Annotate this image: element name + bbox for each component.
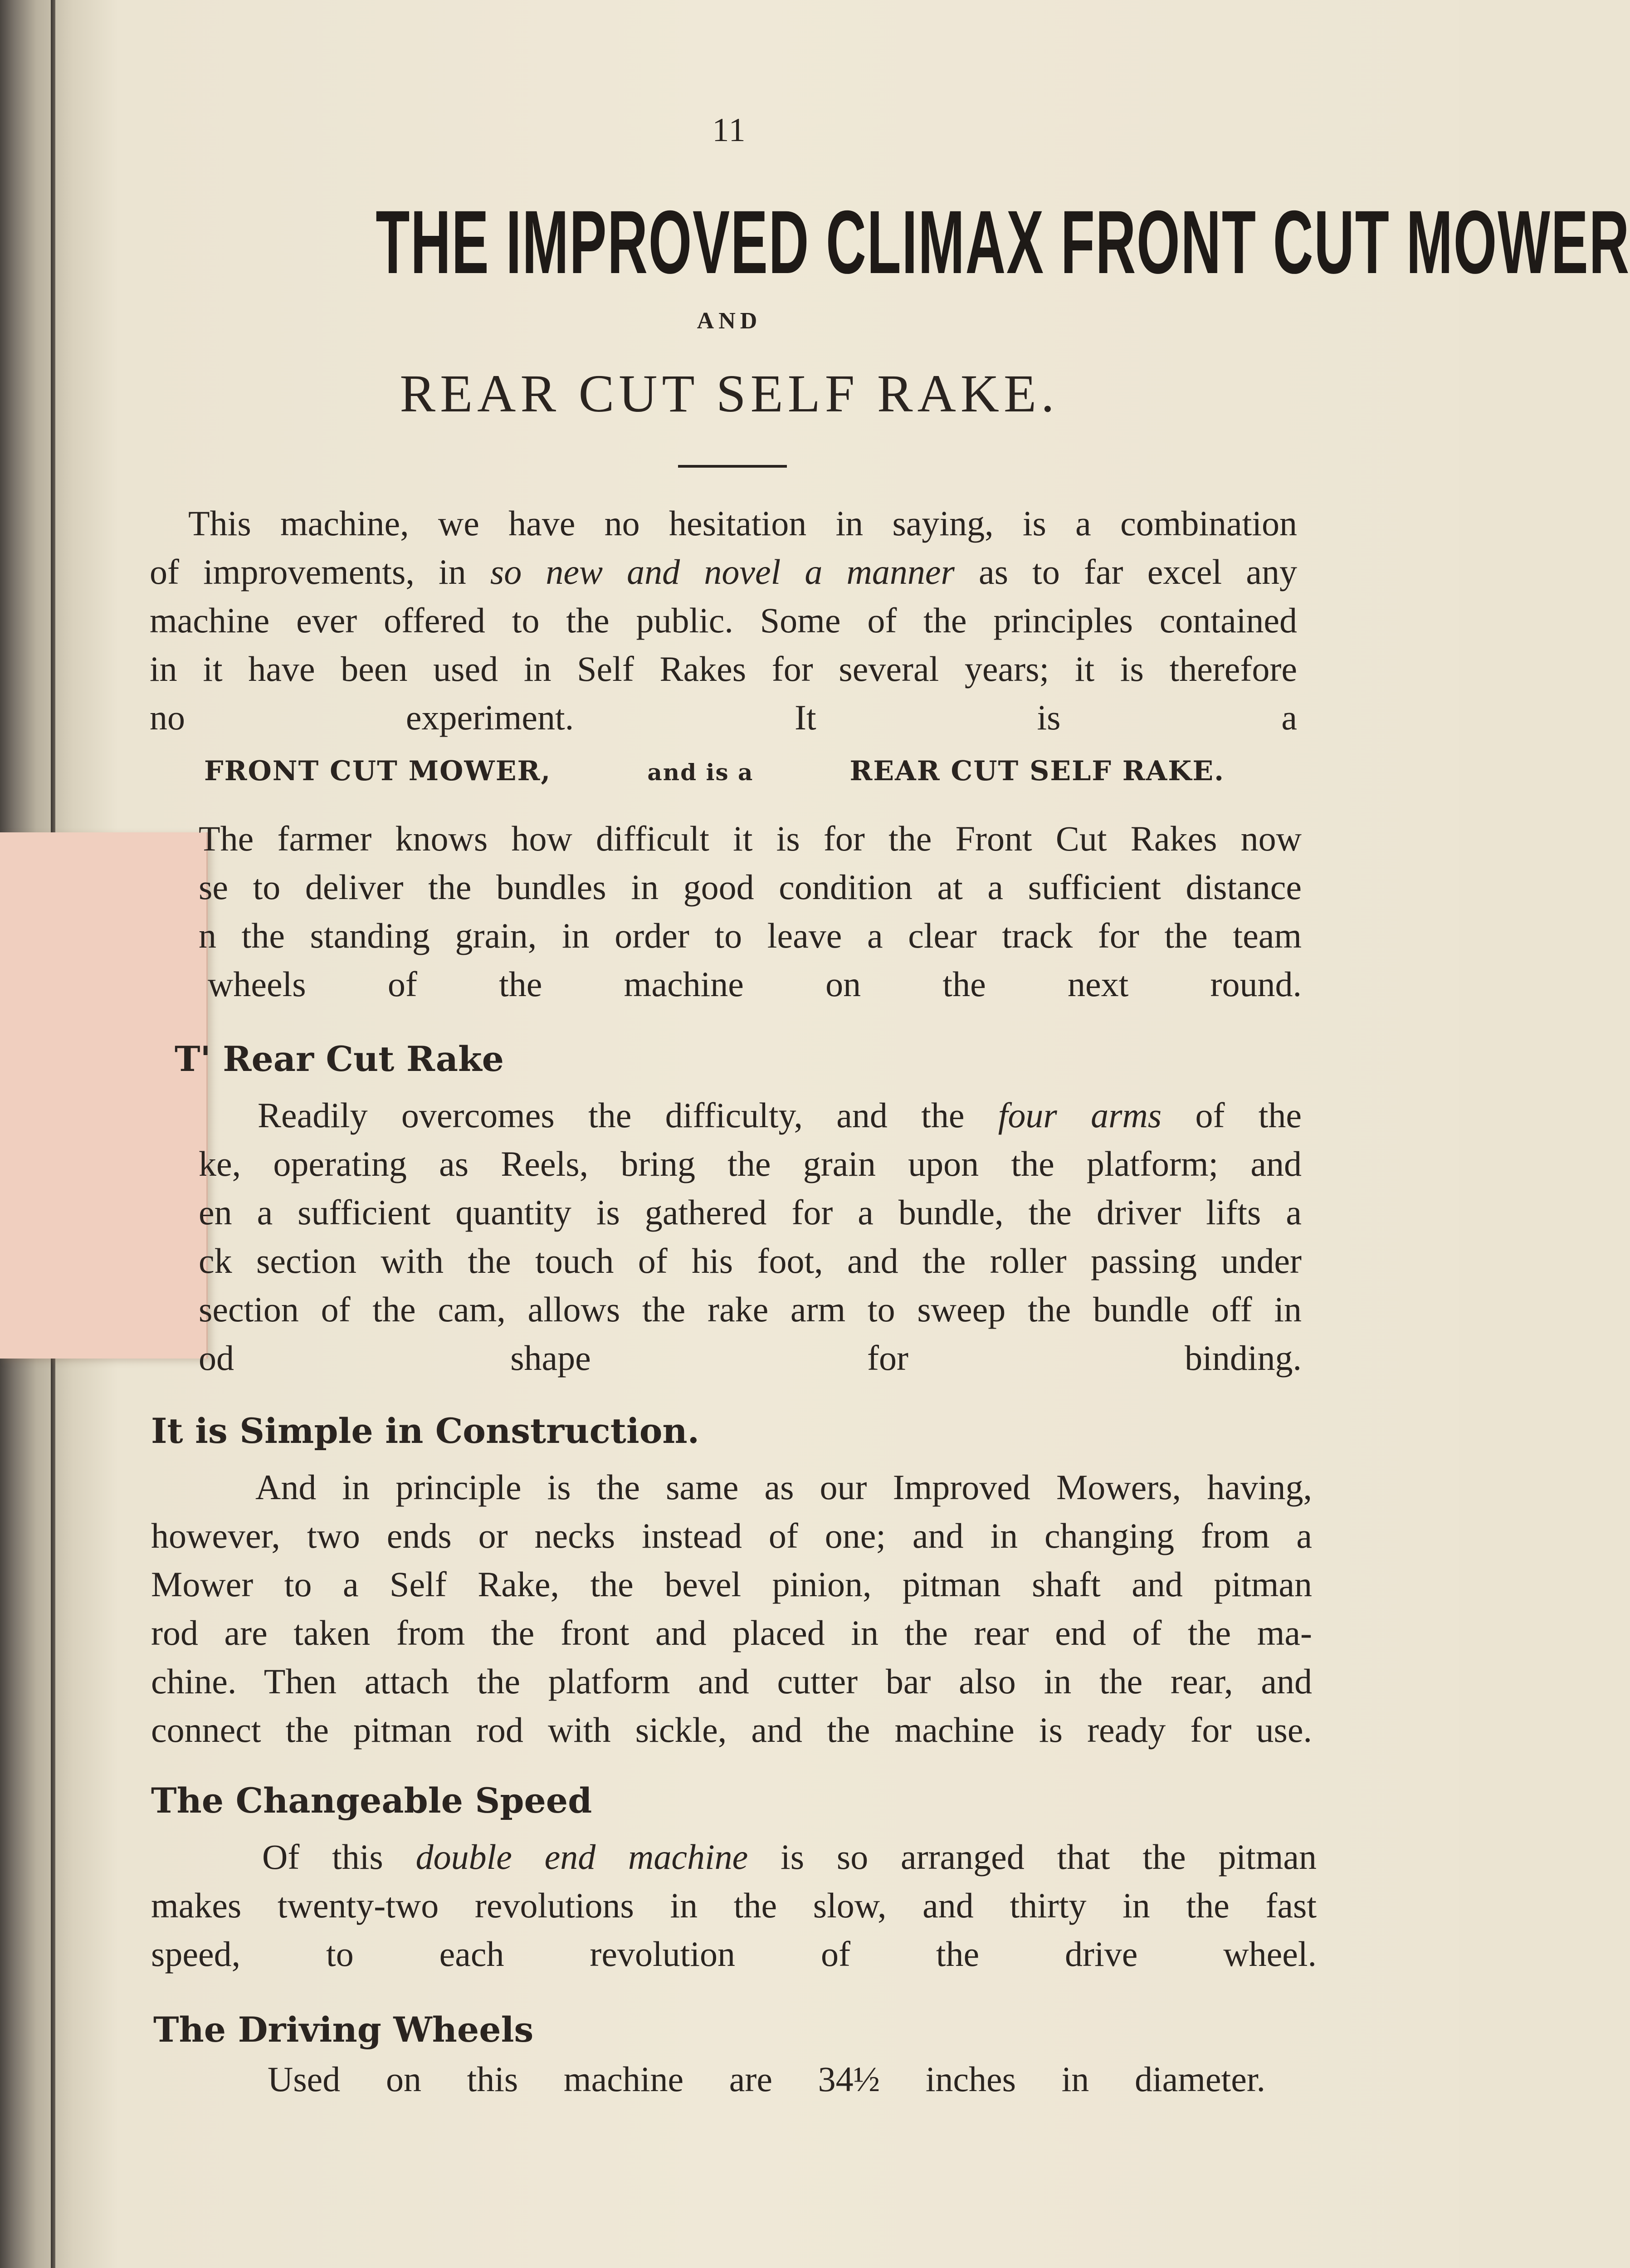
changeable-speed-heading: The Changeable Speed xyxy=(151,1780,592,1821)
speed-text: Of this xyxy=(262,1837,416,1877)
intro-line: in it have been used in Self Rakes for several years; it is therefore xyxy=(150,649,1297,689)
page-number: 11 xyxy=(712,112,747,149)
farmer-line: se to deliver the bundles in good condition at a sufficient distance xyxy=(199,867,1302,907)
rake-text: Readily overcomes the difficulty, and the xyxy=(258,1095,998,1135)
farmer-paragraph xyxy=(199,814,1302,1008)
rake-line: ke, operating as Reels, bring the grain upon the platform; and xyxy=(199,1144,1302,1183)
intro-line: machine ever offered to the public. Some of the principles contained xyxy=(150,601,1297,640)
simple-line: rod are taken from the front and placed in the rear end of the ma- xyxy=(151,1613,1312,1652)
page-subtitle: REAR CUT SELF RAKE. xyxy=(400,364,1059,423)
rear-rake-paragraph xyxy=(199,1091,1302,1382)
rear-rake-heading: T' Rear Cut Rake xyxy=(175,1039,504,1079)
intro-line xyxy=(150,547,1297,596)
rake-line: ck section with the touch of his foot, and the roller passing under xyxy=(199,1241,1302,1281)
wheels-line: Used on this machine are 34½ inches in diameter. xyxy=(268,2059,1265,2099)
speed-line xyxy=(151,1833,1317,1881)
simple-line: And in principle is the same as our Improved Mowers, having, xyxy=(255,1467,1312,1507)
mower-tagline xyxy=(204,755,1225,787)
speed-text: is so arranged that the pitman xyxy=(748,1837,1317,1877)
rake-line: en a sufficient quantity is gathered for a bundle, the driver lifts a xyxy=(199,1193,1302,1232)
speed-line: makes twenty-two revolutions in the slow, and thirty in the fast xyxy=(151,1886,1317,1925)
simple-line: however, two ends or necks instead of one; and in changing from a xyxy=(151,1516,1312,1555)
rake-italic: four arms xyxy=(998,1095,1162,1135)
rake-text: of the xyxy=(1161,1095,1302,1135)
speed-line: speed, to each revolution of the drive wheel. xyxy=(151,1934,1317,1974)
simple-line: chine. Then attach the platform and cutter bar also in the rear, and xyxy=(151,1662,1312,1701)
intro-line: no experiment. It is a xyxy=(150,698,1297,737)
title-divider xyxy=(678,465,787,468)
intro-italic: so new and novel a manner xyxy=(490,552,955,591)
rake-line: od shape for binding. xyxy=(199,1338,1302,1378)
driving-wheels-paragraph xyxy=(268,2055,1265,2103)
rake-line: section of the cam, allows the rake arm to sweep the bundle off in xyxy=(199,1290,1302,1329)
driving-wheels-heading: The Driving Wheels xyxy=(153,2009,534,2050)
tagline-part: REAR CUT SELF RAKE. xyxy=(849,755,1225,787)
paper-bookmark-tab xyxy=(0,832,208,1359)
simple-construction-paragraph xyxy=(151,1463,1312,1754)
tagline-part: and is a xyxy=(647,759,754,786)
farmer-line: wheels of the machine on the next round. xyxy=(208,964,1302,1004)
simple-line: Mower to a Self Rake, the bevel pinion, pitman shaft and pitman xyxy=(151,1564,1312,1604)
farmer-line: The farmer knows how difficult it is for the Front Cut Rakes now xyxy=(199,819,1302,858)
farmer-line: n the standing grain, in order to leave a clear track for the team xyxy=(199,916,1302,955)
simple-line: connect the pitman rod with sickle, and the machine is ready for use. xyxy=(151,1710,1312,1750)
simple-construction-heading: It is Simple in Construction. xyxy=(151,1411,700,1451)
page-title: THE IMPROVED CLIMAX FRONT CUT MOWER xyxy=(376,192,1630,292)
speed-italic: double end machine xyxy=(415,1837,748,1877)
intro-text: of improvements, in xyxy=(150,552,490,591)
rake-line xyxy=(199,1091,1302,1139)
title-conjunction: AND xyxy=(697,308,762,334)
intro-text: as to far excel any xyxy=(954,552,1297,591)
tagline-part: FRONT CUT MOWER, xyxy=(204,755,551,787)
intro-paragraph xyxy=(150,499,1297,742)
intro-line: This machine, we have no hesitation in saying, is a combination xyxy=(188,503,1297,543)
changeable-speed-paragraph xyxy=(151,1833,1317,1978)
